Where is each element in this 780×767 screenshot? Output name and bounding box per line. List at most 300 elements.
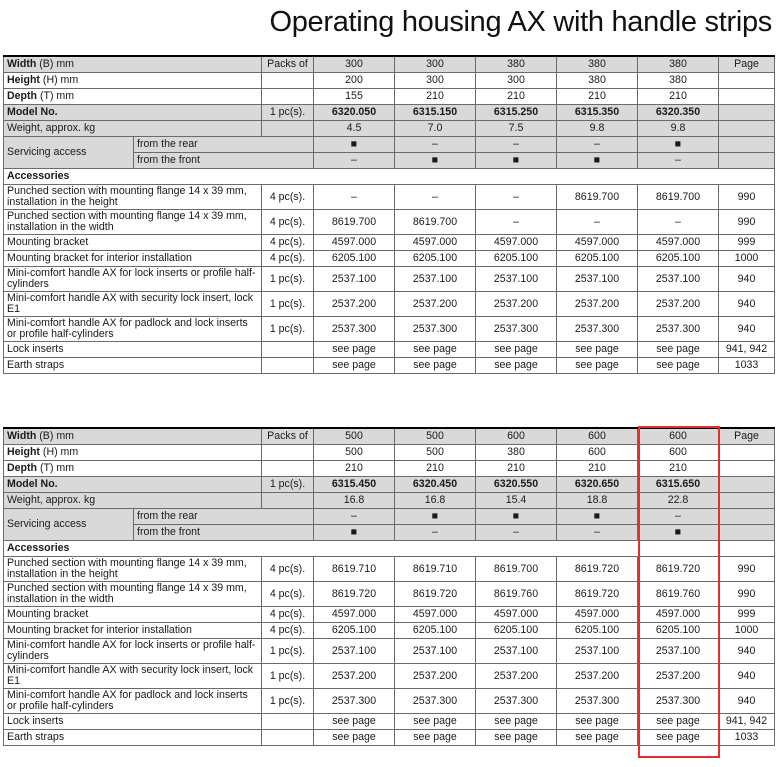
packs-cell — [262, 445, 314, 461]
row-label: Weight, approx. kg — [4, 121, 262, 137]
packs-cell: 1 pc(s). — [262, 477, 314, 493]
servicing-mark: – — [638, 509, 719, 525]
accessory-page: 940 — [719, 639, 775, 664]
accessory-name: Mounting bracket for interior installation — [4, 251, 262, 267]
accessory-value: 4597.000 — [395, 235, 476, 251]
accessory-value: see page — [557, 714, 638, 730]
value-cell: 18.8 — [557, 493, 638, 509]
row-label-bold: Depth — [7, 462, 38, 474]
accessory-packs: 1 pc(s). — [262, 664, 314, 689]
accessory-value: see page — [557, 730, 638, 746]
accessory-value: see page — [557, 358, 638, 374]
row-label-unit: (H) mm — [39, 446, 79, 458]
value-cell: 6315.450 — [314, 477, 395, 493]
value-cell: 7.0 — [395, 121, 476, 137]
page-cell — [719, 461, 775, 477]
servicing-mark: ■ — [395, 153, 476, 169]
value-cell: 500 — [395, 445, 476, 461]
accessory-value: 2537.100 — [638, 639, 719, 664]
row-label-bold: Height — [7, 74, 40, 86]
accessory-value: see page — [476, 714, 557, 730]
row-label — [4, 105, 262, 121]
value-cell: 500 — [314, 445, 395, 461]
servicing-label: Servicing access — [4, 137, 134, 169]
row-label-bold: Depth — [7, 90, 38, 102]
accessory-value: 2537.300 — [638, 317, 719, 342]
row-label-unit: (H) mm — [39, 74, 79, 86]
accessory-value: 4597.000 — [476, 607, 557, 623]
accessory-value: 2537.300 — [557, 317, 638, 342]
value-cell: 15.4 — [476, 493, 557, 509]
value-cell: 380 — [638, 73, 719, 89]
packs-cell — [262, 121, 314, 137]
accessory-value: 8619.700 — [476, 557, 557, 582]
accessory-value: – — [314, 185, 395, 210]
accessory-packs: 4 pc(s). — [262, 582, 314, 607]
accessory-value: 2537.300 — [314, 317, 395, 342]
value-cell: 380 — [476, 445, 557, 461]
value-cell: 6315.650 — [638, 477, 719, 493]
accessory-value: 2537.200 — [557, 664, 638, 689]
accessory-value: 8619.760 — [638, 582, 719, 607]
height-row — [4, 73, 775, 89]
value-cell: 155 — [314, 89, 395, 105]
accessory-value: 2537.300 — [638, 689, 719, 714]
accessory-value: 8619.700 — [557, 185, 638, 210]
row-label — [4, 56, 262, 73]
value-cell: 22.8 — [638, 493, 719, 509]
accessory-value: see page — [314, 714, 395, 730]
accessory-value: 2537.300 — [557, 689, 638, 714]
accessory-row — [4, 582, 775, 607]
accessory-page: 941, 942 — [719, 714, 775, 730]
accessory-packs: 1 pc(s). — [262, 317, 314, 342]
value-cell: 600 — [638, 445, 719, 461]
accessory-name: Mounting bracket for interior installation — [4, 623, 262, 639]
accessory-value: see page — [314, 342, 395, 358]
accessory-page: 940 — [719, 664, 775, 689]
servicing-mark: – — [314, 509, 395, 525]
accessory-value: – — [638, 210, 719, 235]
row-label — [4, 445, 262, 461]
accessory-name: Punched section with mounting flange 14 x 39 mm, installation in the height — [4, 557, 262, 582]
servicing-mark: ■ — [314, 137, 395, 153]
page-cell — [719, 477, 775, 493]
accessory-value: 2537.100 — [314, 267, 395, 292]
accessory-value: see page — [395, 342, 476, 358]
accessory-row — [4, 342, 775, 358]
servicing-rear-row — [4, 509, 775, 525]
page-cell — [719, 153, 775, 169]
accessory-value: 2537.300 — [476, 317, 557, 342]
value-cell: 16.8 — [395, 493, 476, 509]
value-cell: 6320.350 — [638, 105, 719, 121]
row-label — [4, 428, 262, 445]
model-row — [4, 105, 775, 121]
packs-cell — [262, 493, 314, 509]
accessory-page: 1033 — [719, 730, 775, 746]
value-cell: 6315.250 — [476, 105, 557, 121]
value-cell: 210 — [395, 461, 476, 477]
value-cell: 600 — [638, 428, 719, 445]
accessory-packs — [262, 358, 314, 374]
value-cell: 210 — [314, 461, 395, 477]
accessory-row — [4, 714, 775, 730]
accessory-value: see page — [395, 730, 476, 746]
accessory-value: 8619.720 — [638, 557, 719, 582]
accessory-packs: 4 pc(s). — [262, 557, 314, 582]
accessory-value: 6205.100 — [557, 251, 638, 267]
row-label-unit: (B) mm — [36, 58, 74, 70]
accessory-page: 990 — [719, 557, 775, 582]
accessory-name: Mini-comfort handle AX for padlock and lock inserts or profile half-cylinders — [4, 689, 262, 714]
accessory-value: 6205.100 — [476, 251, 557, 267]
accessory-value: 2537.200 — [314, 664, 395, 689]
accessories-heading: Accessories — [4, 541, 775, 557]
servicing-rear-row — [4, 137, 775, 153]
accessory-value: see page — [638, 730, 719, 746]
value-cell: 600 — [557, 428, 638, 445]
value-cell: 210 — [476, 89, 557, 105]
accessory-row — [4, 210, 775, 235]
value-cell: 9.8 — [638, 121, 719, 137]
value-cell: 16.8 — [314, 493, 395, 509]
accessory-value: 2537.100 — [557, 267, 638, 292]
model-row — [4, 477, 775, 493]
page-cell — [719, 525, 775, 541]
servicing-mark: ■ — [638, 525, 719, 541]
page-cell: Page — [719, 56, 775, 73]
servicing-mark: ■ — [557, 509, 638, 525]
value-cell: 7.5 — [476, 121, 557, 137]
value-cell: 210 — [395, 89, 476, 105]
accessory-value: see page — [638, 358, 719, 374]
accessory-row — [4, 358, 775, 374]
servicing-mark: – — [395, 525, 476, 541]
accessory-page: 941, 942 — [719, 342, 775, 358]
row-label-unit: (B) mm — [36, 430, 74, 442]
value-cell: 6315.150 — [395, 105, 476, 121]
page-cell — [719, 73, 775, 89]
row-label — [4, 73, 262, 89]
accessory-value: 8619.720 — [314, 582, 395, 607]
accessory-value: 4597.000 — [638, 235, 719, 251]
packs-cell — [262, 89, 314, 105]
accessory-value: – — [476, 185, 557, 210]
value-cell: 600 — [557, 445, 638, 461]
accessory-name: Mini-comfort handle AX for lock inserts or profile half-cylinders — [4, 639, 262, 664]
page-cell — [719, 89, 775, 105]
accessory-value: 8619.700 — [314, 210, 395, 235]
accessory-value: – — [476, 210, 557, 235]
accessory-name: Punched section with mounting flange 14 x 39 mm, installation in the width — [4, 210, 262, 235]
value-cell: 6320.550 — [476, 477, 557, 493]
accessory-name: Mini-comfort handle AX with security lock insert, lock E1 — [4, 292, 262, 317]
accessory-value: 2537.200 — [638, 292, 719, 317]
row-label-bold: Model No. — [7, 106, 58, 118]
accessory-value: see page — [476, 358, 557, 374]
servicing-mark: – — [476, 137, 557, 153]
accessory-row — [4, 607, 775, 623]
value-cell: 380 — [476, 56, 557, 73]
accessory-page: 940 — [719, 267, 775, 292]
servicing-sub-label: from the front — [134, 525, 314, 541]
accessory-row — [4, 664, 775, 689]
packs-cell — [262, 461, 314, 477]
value-cell: 210 — [638, 89, 719, 105]
servicing-mark: ■ — [314, 525, 395, 541]
accessory-name: Lock inserts — [4, 342, 262, 358]
width-row — [4, 428, 775, 445]
accessory-value: 8619.720 — [557, 582, 638, 607]
accessory-page: 940 — [719, 689, 775, 714]
accessory-packs — [262, 730, 314, 746]
accessory-packs: 4 pc(s). — [262, 210, 314, 235]
accessory-value: see page — [638, 342, 719, 358]
accessory-packs: 4 pc(s). — [262, 185, 314, 210]
value-cell: 300 — [395, 73, 476, 89]
accessory-value: see page — [638, 714, 719, 730]
servicing-sub-label: from the front — [134, 153, 314, 169]
accessory-name: Earth straps — [4, 730, 262, 746]
accessory-value: 2537.100 — [557, 639, 638, 664]
accessory-page: 940 — [719, 292, 775, 317]
accessory-value: – — [395, 185, 476, 210]
accessory-value: 8619.760 — [476, 582, 557, 607]
value-cell: 4.5 — [314, 121, 395, 137]
packs-cell: 1 pc(s). — [262, 105, 314, 121]
accessory-row — [4, 689, 775, 714]
depth-row — [4, 89, 775, 105]
servicing-mark: – — [476, 525, 557, 541]
accessory-value: see page — [476, 342, 557, 358]
row-label-bold: Width — [7, 58, 37, 70]
accessory-value: 6205.100 — [395, 251, 476, 267]
accessory-row — [4, 639, 775, 664]
accessory-value: 2537.200 — [395, 664, 476, 689]
packs-cell: Packs of — [262, 428, 314, 445]
servicing-sub-label: from the rear — [134, 137, 314, 153]
row-label-bold: Height — [7, 446, 40, 458]
accessory-value: 4597.000 — [395, 607, 476, 623]
servicing-mark: ■ — [557, 153, 638, 169]
accessory-name: Punched section with mounting flange 14 x 39 mm, installation in the width — [4, 582, 262, 607]
accessory-value: 2537.200 — [476, 664, 557, 689]
servicing-mark: – — [395, 137, 476, 153]
accessory-packs — [262, 714, 314, 730]
accessory-value: 2537.300 — [395, 317, 476, 342]
accessory-value: 8619.710 — [314, 557, 395, 582]
row-label-bold: Model No. — [7, 478, 58, 490]
accessory-value: 8619.720 — [557, 557, 638, 582]
value-cell: 600 — [476, 428, 557, 445]
accessory-value: 8619.710 — [395, 557, 476, 582]
accessory-value: 2537.200 — [476, 292, 557, 317]
accessory-page: 940 — [719, 317, 775, 342]
servicing-sub-label: from the rear — [134, 509, 314, 525]
accessory-value: see page — [557, 342, 638, 358]
accessory-page: 990 — [719, 210, 775, 235]
accessory-value: 4597.000 — [557, 235, 638, 251]
accessory-packs — [262, 342, 314, 358]
accessory-value: 4597.000 — [314, 607, 395, 623]
accessory-row — [4, 185, 775, 210]
accessory-packs: 4 pc(s). — [262, 251, 314, 267]
page-cell — [719, 493, 775, 509]
accessory-value: 6205.100 — [557, 623, 638, 639]
value-cell: 9.8 — [557, 121, 638, 137]
accessory-page: 1000 — [719, 251, 775, 267]
spec-table-1 — [3, 55, 775, 374]
accessory-page: 1000 — [719, 623, 775, 639]
servicing-mark: ■ — [476, 509, 557, 525]
servicing-mark: – — [557, 137, 638, 153]
accessory-packs: 4 pc(s). — [262, 623, 314, 639]
accessory-value: 2537.300 — [314, 689, 395, 714]
page-cell: Page — [719, 428, 775, 445]
accessory-row — [4, 292, 775, 317]
spec-table-2 — [3, 427, 775, 746]
row-label: Weight, approx. kg — [4, 493, 262, 509]
depth-row — [4, 461, 775, 477]
page-cell — [719, 137, 775, 153]
servicing-mark: – — [314, 153, 395, 169]
accessory-name: Earth straps — [4, 358, 262, 374]
accessory-value: see page — [395, 358, 476, 374]
accessory-value: see page — [476, 730, 557, 746]
value-cell: 300 — [476, 73, 557, 89]
accessory-value: 2537.200 — [395, 292, 476, 317]
accessory-row — [4, 235, 775, 251]
servicing-mark: – — [557, 525, 638, 541]
accessory-name: Mini-comfort handle AX with security lock insert, lock E1 — [4, 664, 262, 689]
accessory-value: 8619.700 — [395, 210, 476, 235]
packs-cell: Packs of — [262, 56, 314, 73]
accessory-page: 999 — [719, 235, 775, 251]
accessory-row — [4, 267, 775, 292]
accessory-value: 6205.100 — [395, 623, 476, 639]
value-cell: 210 — [557, 461, 638, 477]
servicing-mark: ■ — [638, 137, 719, 153]
value-cell: 6320.450 — [395, 477, 476, 493]
servicing-mark: ■ — [395, 509, 476, 525]
value-cell: 200 — [314, 73, 395, 89]
weight-row — [4, 493, 775, 509]
accessory-value: 2537.300 — [395, 689, 476, 714]
accessory-value: 2537.200 — [557, 292, 638, 317]
accessory-page: 999 — [719, 607, 775, 623]
accessory-value: 6205.100 — [638, 623, 719, 639]
value-cell: 380 — [557, 73, 638, 89]
value-cell: 210 — [476, 461, 557, 477]
row-label — [4, 89, 262, 105]
value-cell: 210 — [638, 461, 719, 477]
accessory-value: 2537.100 — [314, 639, 395, 664]
accessory-value: 4597.000 — [476, 235, 557, 251]
accessories-heading: Accessories — [4, 169, 775, 185]
accessory-value: 2537.100 — [476, 639, 557, 664]
page-title: Operating housing AX with handle strips — [269, 6, 772, 38]
servicing-mark: ■ — [476, 153, 557, 169]
value-cell: 300 — [395, 56, 476, 73]
accessory-value: 6205.100 — [314, 623, 395, 639]
value-cell: 300 — [314, 56, 395, 73]
value-cell: 500 — [314, 428, 395, 445]
accessory-name: Mounting bracket — [4, 235, 262, 251]
accessory-value: 6205.100 — [476, 623, 557, 639]
accessory-value: 2537.100 — [395, 267, 476, 292]
page-cell — [719, 121, 775, 137]
accessory-value: 4597.000 — [638, 607, 719, 623]
accessory-row — [4, 730, 775, 746]
accessory-value: see page — [314, 358, 395, 374]
accessory-value: 6205.100 — [638, 251, 719, 267]
accessory-name: Lock inserts — [4, 714, 262, 730]
accessories-header-row — [4, 169, 775, 185]
accessory-value: 8619.700 — [638, 185, 719, 210]
accessory-value: see page — [395, 714, 476, 730]
value-cell: 380 — [557, 56, 638, 73]
accessories-header-row — [4, 541, 775, 557]
accessory-value: 8619.720 — [395, 582, 476, 607]
packs-cell — [262, 73, 314, 89]
servicing-mark: – — [638, 153, 719, 169]
accessory-value: 2537.100 — [638, 267, 719, 292]
accessory-packs: 1 pc(s). — [262, 292, 314, 317]
accessory-value: – — [557, 210, 638, 235]
weight-row — [4, 121, 775, 137]
page-cell — [719, 509, 775, 525]
accessory-packs: 1 pc(s). — [262, 689, 314, 714]
accessory-row — [4, 251, 775, 267]
accessory-row — [4, 317, 775, 342]
accessory-name: Mini-comfort handle AX for lock inserts or profile half-cylinders — [4, 267, 262, 292]
accessory-value: 2537.100 — [476, 267, 557, 292]
accessory-value: 2537.200 — [638, 664, 719, 689]
accessory-value: 2537.200 — [314, 292, 395, 317]
accessory-value: 4597.000 — [557, 607, 638, 623]
servicing-label: Servicing access — [4, 509, 134, 541]
accessory-value: 2537.100 — [395, 639, 476, 664]
accessory-value: see page — [314, 730, 395, 746]
value-cell: 210 — [557, 89, 638, 105]
value-cell: 6320.650 — [557, 477, 638, 493]
accessory-page: 990 — [719, 185, 775, 210]
accessory-value: 6205.100 — [314, 251, 395, 267]
accessory-value: 2537.300 — [476, 689, 557, 714]
accessory-packs: 4 pc(s). — [262, 235, 314, 251]
row-label — [4, 477, 262, 493]
row-label-bold: Width — [7, 430, 37, 442]
row-label-unit: (T) mm — [37, 462, 75, 474]
value-cell: 380 — [638, 56, 719, 73]
row-label — [4, 461, 262, 477]
page-cell — [719, 105, 775, 121]
page-cell — [719, 445, 775, 461]
row-label-unit: (T) mm — [37, 90, 75, 102]
accessory-name: Mounting bracket — [4, 607, 262, 623]
value-cell: 6320.050 — [314, 105, 395, 121]
accessory-value: 4597.000 — [314, 235, 395, 251]
accessory-row — [4, 557, 775, 582]
value-cell: 500 — [395, 428, 476, 445]
accessory-page: 1033 — [719, 358, 775, 374]
accessory-page: 990 — [719, 582, 775, 607]
accessory-packs: 1 pc(s). — [262, 639, 314, 664]
accessory-name: Punched section with mounting flange 14 x 39 mm, installation in the height — [4, 185, 262, 210]
accessory-packs: 4 pc(s). — [262, 607, 314, 623]
value-cell: 6315.350 — [557, 105, 638, 121]
